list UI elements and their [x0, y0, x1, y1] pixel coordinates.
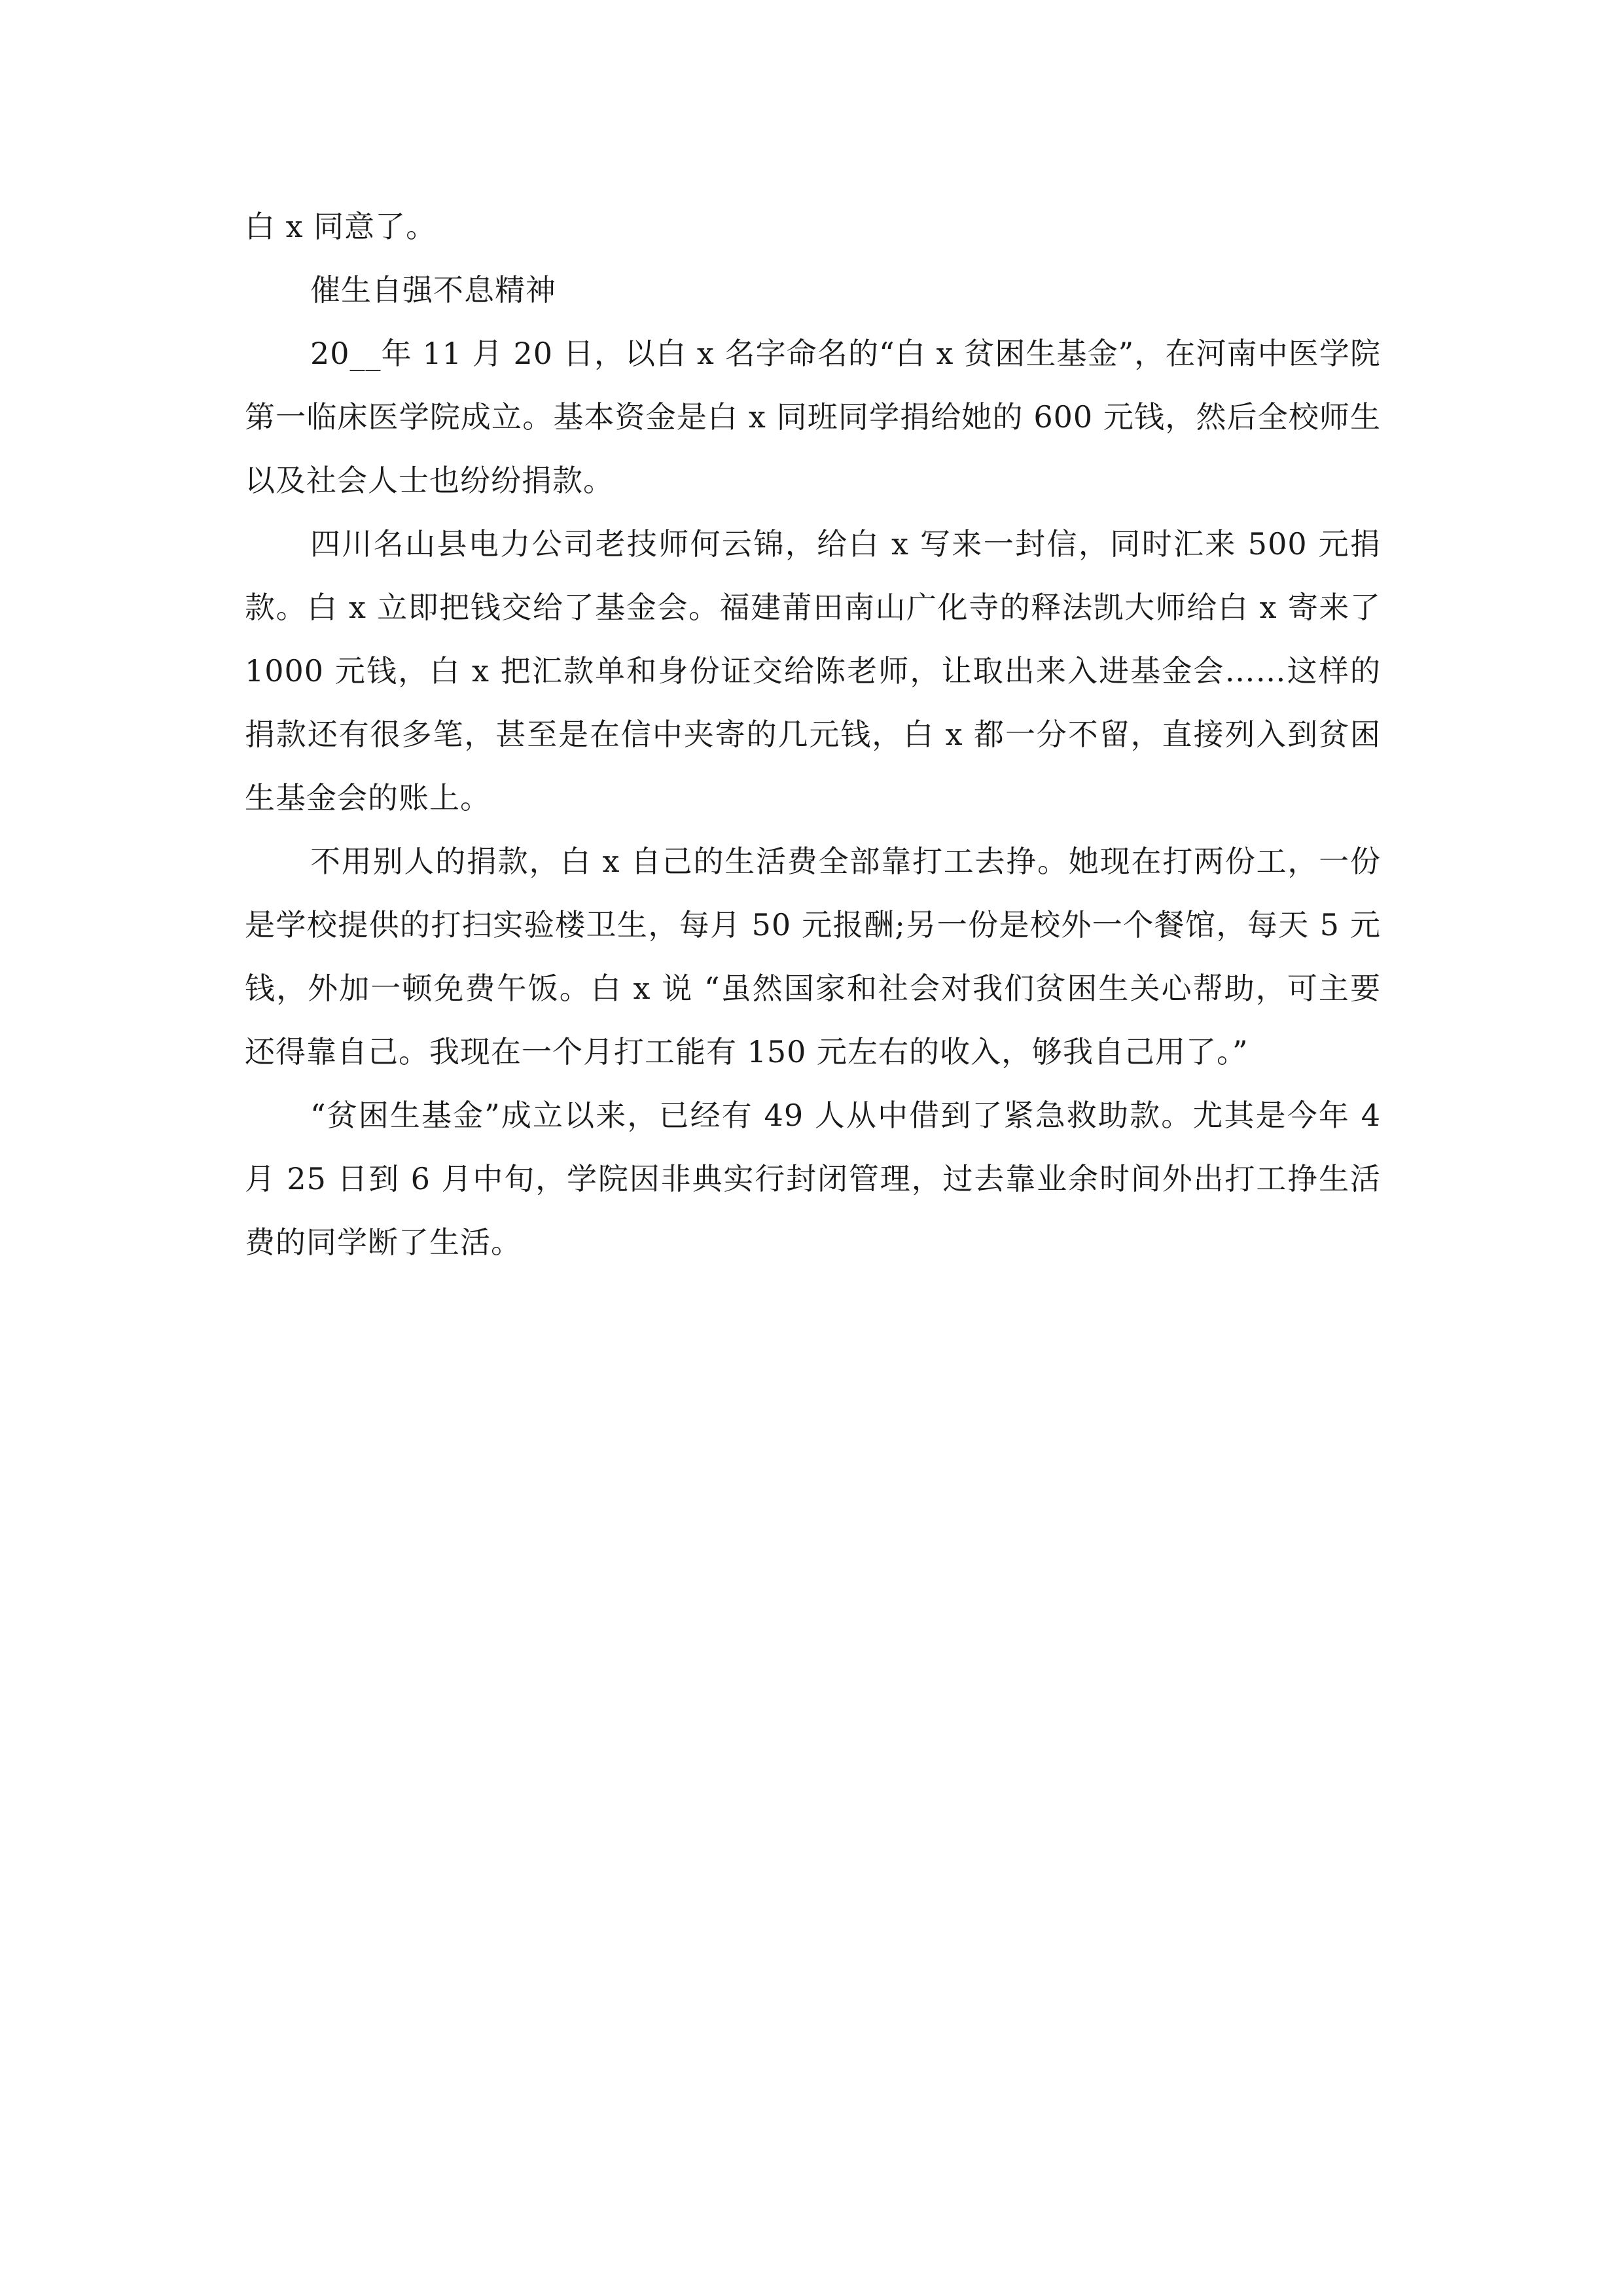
paragraph-5: 不用别人的捐款，白 x 自己的生活费全部靠打工去挣。她现在打两份工，一份是学校提供的打扫实验楼卫生，每月 50 元报酬;另一份是校外一个餐馆，每天 5 元钱，外加一顿免费午饭。白 x 说 “虽然国家和社会对我们贫困生关心帮助，可主要还得靠自己。我现在一个月打工能有 150 元左右的收入，够我自己用了。” — [245, 844, 1381, 1069]
section-heading: 催生自强不息精神 — [310, 272, 556, 308]
paragraph-4: 四川名山县电力公司老技师何云锦，给白 x 写来一封信，同时汇来 500 元捐款。白 x 立即把钱交给了基金会。福建莆田南山广化寺的释法凯大师给白 x 寄来了 1000 元钱，白 x 把汇款单和身份证交给陈老师，让取出来入进基金会……这样的捐款还有很多笔，甚至是在信中夹寄的几元钱，白 x 都一分不留，直接列入到贫困生基金会的账上。 — [245, 526, 1381, 816]
paragraph-3: 20__年 11 月 20 日，以白 x 名字命名的“白 x 贫困生基金”，在河南中医学院第一临床医学院成立。基本资金是白 x 同班同学捐给她的 600 元钱，然后全校师生以及社会人士也纷纷捐款。 — [245, 336, 1381, 498]
document-body — [245, 195, 1381, 1274]
paragraph-1: 白 x 同意了。 — [245, 209, 437, 244]
paragraph-6: “贫困生基金”成立以来，已经有 49 人从中借到了紧急救助款。尤其是今年 4 月 25 日到 6 月中旬，学院因非典实行封闭管理，过去靠业余时间外出打工挣生活费的同学断了生活。 — [245, 1098, 1381, 1260]
